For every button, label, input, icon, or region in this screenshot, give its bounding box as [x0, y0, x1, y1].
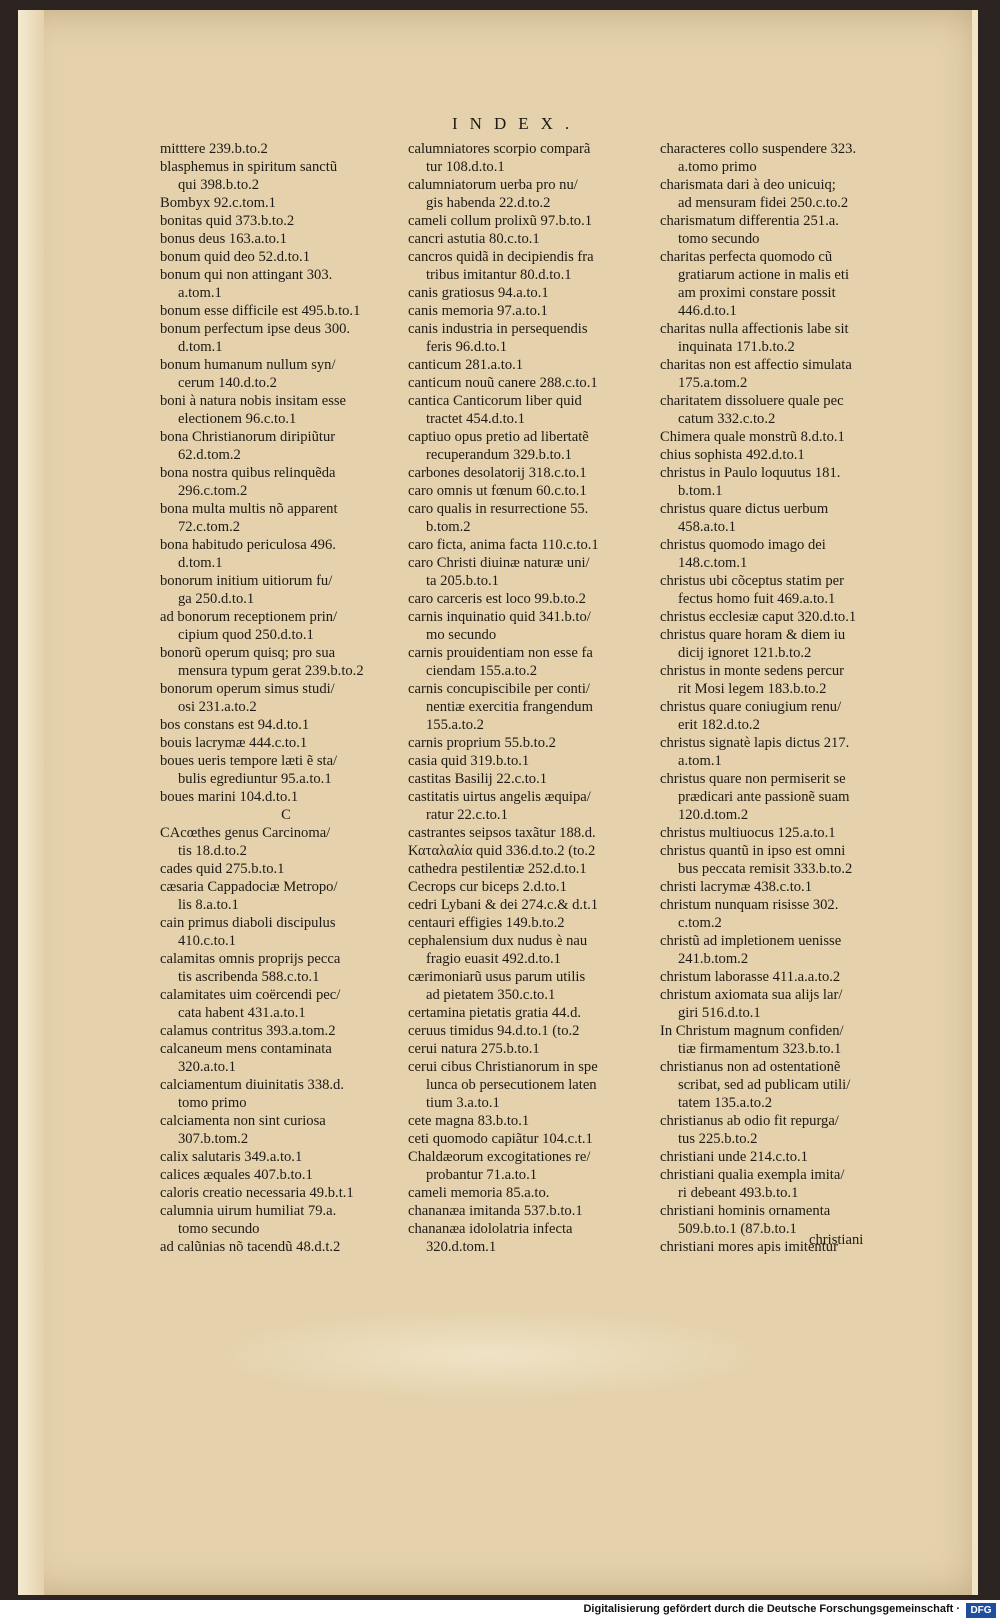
- index-entry: calamus contritus 393.a.tom.2: [160, 1023, 336, 1039]
- index-entry: cerui natura 275.b.to.1: [408, 1041, 540, 1057]
- index-entry: certamina pietatis gratia 44.d.: [408, 1005, 582, 1021]
- index-entry: bouis lacrymæ 444.c.to.1: [160, 735, 308, 751]
- index-entry: chius sophista 492.d.to.1: [660, 447, 805, 463]
- index-entry: carnis concupiscibile per conti/: [408, 681, 590, 697]
- index-entry: calamitas omnis proprijs pecca: [160, 951, 341, 967]
- index-entry: rit Mosi legem 183.b.to.2: [678, 681, 827, 697]
- index-entry: charitatem dissoluere quale pec: [660, 393, 844, 409]
- index-entry: chananæa idololatria infecta: [408, 1221, 573, 1237]
- index-entry: ceti quomodo capiãtur 104.c.t.1: [408, 1131, 593, 1147]
- index-entry: fragio euasit 492.d.to.1: [426, 951, 561, 967]
- index-column-3: [660, 140, 886, 1256]
- index-entry: christus quare dictus uerbum: [660, 501, 829, 517]
- index-entry: bonum esse difficile est 495.b.to.1: [160, 303, 361, 319]
- index-entry: erit 182.d.to.2: [678, 717, 760, 733]
- water-damage-stain: [208, 1310, 768, 1400]
- index-entry: boues marini 104.d.to.1: [160, 789, 299, 805]
- index-entry: bona multa multis nõ apparent: [160, 501, 338, 517]
- index-entry: christi lacrymæ 438.c.to.1: [660, 879, 812, 895]
- index-entry: charismatum differentia 251.a.: [660, 213, 839, 229]
- index-entry: centauri effigies 149.b.to.2: [408, 915, 565, 931]
- footer-bar: [0, 1600, 1000, 1622]
- index-entry: scribat, sed ad publicam utili/: [678, 1077, 851, 1093]
- index-entry: mensura typum gerat 239.b.to.2: [178, 663, 364, 679]
- index-entry: boues ueris tempore læti ẽ sta/: [160, 753, 338, 769]
- index-entry: bus peccata remisit 333.b.to.2: [678, 861, 853, 877]
- index-entry: tiæ firmamentum 323.b.to.1: [678, 1041, 842, 1057]
- index-entry: 72.c.tom.2: [178, 519, 241, 535]
- index-entry: 320.a.to.1: [178, 1059, 236, 1075]
- index-entry: christum axiomata sua alijs lar/: [660, 987, 843, 1003]
- index-entry: christianus ab odio fit repurga/: [660, 1113, 839, 1129]
- index-entry: caro omnis ut fœnum 60.c.to.1: [408, 483, 587, 499]
- index-entry: lunca ob persecutionem laten: [426, 1077, 597, 1093]
- index-entry: canis gratiosus 94.a.to.1: [408, 285, 549, 301]
- index-entry: ad bonorum receptionem prin/: [160, 609, 338, 625]
- index-entry: giri 516.d.to.1: [678, 1005, 761, 1021]
- index-entry: a.tomo primo: [678, 159, 757, 175]
- index-entry: lis 8.a.to.1: [178, 897, 239, 913]
- index-entry: bonitas quid 373.b.to.2: [160, 213, 295, 229]
- index-entry: ta 205.b.to.1: [426, 573, 499, 589]
- index-entry: calcaneum mens contaminata: [160, 1041, 332, 1057]
- index-entry: gratiarum actione in malis eti: [678, 267, 850, 283]
- index-entry: calamitates uim coërcendi pec/: [160, 987, 341, 1003]
- index-entry: Chaldæorum excogitationes re/: [408, 1149, 591, 1165]
- index-entry: tus 225.b.to.2: [678, 1131, 758, 1147]
- index-entry: ga 250.d.to.1: [178, 591, 255, 607]
- index-entry: caloris creatio necessaria 49.b.t.1: [160, 1185, 354, 1201]
- index-entry: Bombyx 92.c.tom.1: [160, 195, 276, 211]
- index-entry: cephalensium dux nudus è nau: [408, 933, 588, 949]
- index-column-2: [408, 140, 660, 1256]
- index-entry: b.tom.2: [426, 519, 471, 535]
- index-entry: christus quomodo imago dei: [660, 537, 826, 553]
- index-entry: ad calũnias nõ tacendũ 48.d.t.2: [160, 1239, 341, 1255]
- index-entry: christus ubi cõceptus statim per: [660, 573, 845, 589]
- index-entry: catum 332.c.to.2: [678, 411, 776, 427]
- index-entry: probantur 71.a.to.1: [426, 1167, 538, 1183]
- index-entry: caro ficta, anima facta 110.c.to.1: [408, 537, 599, 553]
- index-entry: ad mensuram fidei 250.c.to.2: [678, 195, 849, 211]
- index-entry: christus quantũ in ipso est omni: [660, 843, 846, 859]
- index-entry: 320.d.tom.1: [426, 1239, 497, 1255]
- index-entry: tribus imitantur 80.d.to.1: [426, 267, 572, 283]
- index-entry: gis habenda 22.d.to.2: [426, 195, 551, 211]
- catchword: christiani: [809, 1232, 864, 1248]
- index-entry: 458.a.to.1: [678, 519, 736, 535]
- index-entry: 307.b.tom.2: [178, 1131, 249, 1147]
- index-entry: cancros quidã in decipiendis fra: [408, 249, 594, 265]
- index-entry: 148.c.tom.1: [678, 555, 748, 571]
- index-entry: christus in monte sedens percur: [660, 663, 844, 679]
- index-entry: calciamenta non sint curiosa: [160, 1113, 326, 1129]
- index-entry: carnis inquinatio quid 341.b.to/: [408, 609, 591, 625]
- index-entry: christiani mores apis imitentur: [660, 1239, 838, 1255]
- index-entry: christus quare non permiserit se: [660, 771, 846, 787]
- section-letter: C: [281, 807, 291, 823]
- index-entry: casia quid 319.b.to.1: [408, 753, 530, 769]
- index-entry: bonum humanum nullum syn/: [160, 357, 336, 373]
- index-entry: christus ecclesiæ caput 320.d.to.1: [660, 609, 857, 625]
- index-entry: cathedra pestilentiæ 252.d.to.1: [408, 861, 587, 877]
- index-entry: christum laborasse 411.a.a.to.2: [660, 969, 841, 985]
- index-entry: osi 231.a.to.2: [178, 699, 257, 715]
- index-entry: electionem 96.c.to.1: [178, 411, 297, 427]
- index-entry: nentiæ exercitia frangendum: [426, 699, 593, 715]
- index-entry: cerum 140.d.to.2: [178, 375, 277, 391]
- index-entry: a.tom.1: [178, 285, 222, 301]
- index-entry: christiani unde 214.c.to.1: [660, 1149, 808, 1165]
- index-entry: cata habent 431.a.to.1: [178, 1005, 306, 1021]
- index-entry: 509.b.to.1 (87.b.to.1: [678, 1221, 797, 1237]
- index-entry: feris 96.d.to.1: [426, 339, 508, 355]
- index-entry: christus quare coniugium renu/: [660, 699, 842, 715]
- index-entry: cerui cibus Christianorum in spe: [408, 1059, 598, 1075]
- index-entry: bonum qui non attingant 303.: [160, 267, 333, 283]
- index-entry: tis 18.d.to.2: [178, 843, 247, 859]
- index-entry: ceruus timidus 94.d.to.1 (to.2: [408, 1023, 580, 1039]
- index-entry: boni à natura nobis insitam esse: [160, 393, 347, 409]
- index-entry: cameli collum prolixũ 97.b.to.1: [408, 213, 593, 229]
- index-entry: canis industria in persequendis: [408, 321, 588, 337]
- index-entry: castitatis uirtus angelis æquipa/: [408, 789, 591, 805]
- index-entry: Chimera quale monstrũ 8.d.to.1: [660, 429, 845, 445]
- index-entry: charitas non est affectio simulata: [660, 357, 852, 373]
- index-entry: calciamentum diuinitatis 338.d.: [160, 1077, 345, 1093]
- index-entry: canticum 281.a.to.1: [408, 357, 524, 373]
- funding-credit: Digitalisierung gefördert durch die Deutsche Forschungsgemeinschaft ·: [583, 1603, 960, 1615]
- dfg-logo: DFG: [966, 1603, 996, 1618]
- index-entry: chananæa imitanda 537.b.to.1: [408, 1203, 583, 1219]
- index-entry: bona Christianorum diripiũtur: [160, 429, 336, 445]
- index-entry: fectus homo fuit 469.a.to.1: [678, 591, 836, 607]
- index-entry: mo secundo: [426, 627, 497, 643]
- index-entry: c.tom.2: [678, 915, 722, 931]
- running-head: INDEX.: [452, 114, 582, 133]
- index-entry: d.tom.1: [178, 339, 223, 355]
- index-entry: ciendam 155.a.to.2: [426, 663, 538, 679]
- index-entry: christum nunquam risisse 302.: [660, 897, 839, 913]
- index-entry: christus in Paulo loquutus 181.: [660, 465, 841, 481]
- index-entry: carnis proprium 55.b.to.2: [408, 735, 556, 751]
- index-entry: am proximi constare possit: [678, 285, 836, 301]
- index-entry: tur 108.d.to.1: [426, 159, 505, 175]
- index-entry: CAcœthes genus Carcinoma/: [160, 825, 331, 841]
- index-entry: castrantes seipsos taxãtur 188.d.: [408, 825, 596, 841]
- page-gutter: [18, 10, 44, 1595]
- index-entry: christus signatè lapis dictus 217.: [660, 735, 850, 751]
- index-entry: bonorum initium uitiorum fu/: [160, 573, 333, 589]
- index-entry: Καταλαλία quid 336.d.to.2 (to.2: [408, 843, 596, 859]
- index-entry: calumniatores scorpio comparã: [408, 141, 591, 157]
- index-entry: ad pietatem 350.c.to.1: [426, 987, 556, 1003]
- index-entry: qui 398.b.to.2: [178, 177, 260, 193]
- index-entry: 296.c.tom.2: [178, 483, 248, 499]
- index-entry: canticum nouũ canere 288.c.to.1: [408, 375, 598, 391]
- index-entry: cantica Canticorum liber quid: [408, 393, 582, 409]
- index-entry: cipium quod 250.d.to.1: [178, 627, 314, 643]
- index-entry: cærimoniarũ usus parum utilis: [408, 969, 586, 985]
- index-entry: 410.c.to.1: [178, 933, 236, 949]
- index-entry: cete magna 83.b.to.1: [408, 1113, 530, 1129]
- index-entry: caro qualis in resurrectione 55.: [408, 501, 589, 517]
- index-entry: tis ascribenda 588.c.to.1: [178, 969, 320, 985]
- index-entry: a.tom.1: [678, 753, 722, 769]
- index-entry: bulis egrediuntur 95.a.to.1: [178, 771, 332, 787]
- index-entry: tomo primo: [178, 1095, 247, 1111]
- page-edge: [972, 10, 978, 1595]
- index-entry: bonorum operum simus studi/: [160, 681, 335, 697]
- index-entry: ratur 22.c.to.1: [426, 807, 508, 823]
- index-entry: cæsaria Cappadociæ Metropo/: [160, 879, 338, 895]
- index-entry: cedri Lybani & dei 274.c.& d.t.1: [408, 897, 599, 913]
- index-entry: tomo secundo: [178, 1221, 260, 1237]
- index-entry: calix salutaris 349.a.to.1: [160, 1149, 303, 1165]
- index-entry: d.tom.1: [178, 555, 223, 571]
- index-entry: bonum quid deo 52.d.to.1: [160, 249, 310, 265]
- index-entry: captiuo opus pretio ad libertatẽ: [408, 429, 589, 445]
- index-entry: bonum perfectum ipse deus 300.: [160, 321, 351, 337]
- index-entry: bos constans est 94.d.to.1: [160, 717, 310, 733]
- index-entry: charismata dari à deo unicuiq;: [660, 177, 836, 193]
- index-entry: dicij ignoret 121.b.to.2: [678, 645, 812, 661]
- index-entry: caro carceris est loco 99.b.to.2: [408, 591, 586, 607]
- index-entry: tium 3.a.to.1: [426, 1095, 500, 1111]
- index-entry: charitas perfecta quomodo cũ: [660, 249, 833, 265]
- index-entry: cades quid 275.b.to.1: [160, 861, 285, 877]
- index-entry: bona nostra quibus relinquẽda: [160, 465, 336, 481]
- index-entry: bonorũ operum quisq; pro sua: [160, 645, 336, 661]
- index-entry: tractet 454.d.to.1: [426, 411, 525, 427]
- index-entry: calices æquales 407.b.to.1: [160, 1167, 313, 1183]
- index-entry: christus quare horam & diem iu: [660, 627, 846, 643]
- index-entry: 120.d.tom.2: [678, 807, 749, 823]
- index-column-1: [160, 140, 412, 1256]
- index-entry: mitttere 239.b.to.2: [160, 141, 268, 157]
- index-entry: bona habitudo periculosa 496.: [160, 537, 336, 553]
- index-entry: calumniatorum uerba pro nu/: [408, 177, 578, 193]
- index-entry: christus multiuocus 125.a.to.1: [660, 825, 836, 841]
- index-entry: tomo secundo: [678, 231, 760, 247]
- index-entry: In Christum magnum confiden/: [660, 1023, 844, 1039]
- index-entry: tatem 135.a.to.2: [678, 1095, 773, 1111]
- index-entry: canis memoria 97.a.to.1: [408, 303, 548, 319]
- index-entry: recuperandum 329.b.to.1: [426, 447, 572, 463]
- index-entry: cameli memoria 85.a.to.: [408, 1185, 550, 1201]
- index-entry: inquinata 171.b.to.2: [678, 339, 795, 355]
- index-entry: Cecrops cur biceps 2.d.to.1: [408, 879, 567, 895]
- index-entry: 155.a.to.2: [426, 717, 484, 733]
- index-entry: calumnia uirum humiliat 79.a.: [160, 1203, 337, 1219]
- index-entry: 241.b.tom.2: [678, 951, 749, 967]
- index-entry: christiani hominis ornamenta: [660, 1203, 831, 1219]
- index-entry: cain primus diaboli discipulus: [160, 915, 336, 931]
- index-entry: castitas Basilij 22.c.to.1: [408, 771, 548, 787]
- index-entry: carnis prouidentiam non esse fa: [408, 645, 593, 661]
- index-entry: christianus non ad ostentationẽ: [660, 1059, 841, 1075]
- index-entry: characteres collo suspendere 323.: [660, 141, 857, 157]
- index-entry: carbones desolatorij 318.c.to.1: [408, 465, 587, 481]
- index-entry: ri debeant 493.b.to.1: [678, 1185, 799, 1201]
- index-entry: prædicari ante passionẽ suam: [678, 789, 850, 805]
- index-entry: christiani qualia exempla imita/: [660, 1167, 845, 1183]
- index-entry: caro Christi diuinæ naturæ uni/: [408, 555, 590, 571]
- index-entry: charitas nulla affectionis labe sit: [660, 321, 849, 337]
- index-entry: b.tom.1: [678, 483, 723, 499]
- index-entry: blasphemus in spiritum sanctũ: [160, 159, 338, 175]
- index-entry: 175.a.tom.2: [678, 375, 748, 391]
- index-entry: bonus deus 163.a.to.1: [160, 231, 287, 247]
- index-entry: cancri astutia 80.c.to.1: [408, 231, 540, 247]
- index-entry: christũ ad impletionem uenisse: [660, 933, 842, 949]
- index-entry: 62.d.tom.2: [178, 447, 241, 463]
- index-entry: 446.d.to.1: [678, 303, 737, 319]
